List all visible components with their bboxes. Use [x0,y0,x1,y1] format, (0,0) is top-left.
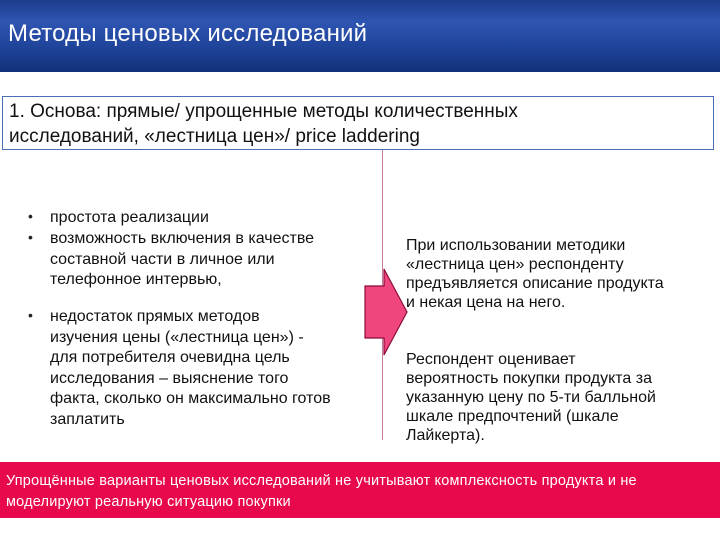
slide-title: Методы ценовых исследований [8,20,368,47]
description-line: Респондент оценивает [406,351,576,368]
feature-line: недостаток прямых методов [50,308,260,325]
bullet-dot: • [28,307,33,323]
description-line: указанную цену по 5-ти балльной [406,389,656,406]
description-line: предъявляется описание продукта [406,275,664,292]
feature-text [50,208,209,229]
description-line: При использовании методики [406,237,626,254]
conclusion-text [6,471,716,513]
feature-line: для потребителя очевидна цель [50,349,290,366]
conclusion-line: Упрощённые варианты ценовых исследований не учитывают комплексность продукта и не [6,473,637,489]
description-line: и некая цена на него. [406,294,566,311]
feature-line: факта, сколько он максимально готов [50,390,331,407]
feature-text [50,307,331,430]
right-arrow-icon [364,268,408,356]
feature-text [50,229,314,291]
respondent-description [406,350,656,445]
basis-line-1: 1. Основа: прямые/ упрощенные методы количественных [9,101,518,122]
feature-line: возможность включения в качестве [50,230,315,247]
conclusion-line: моделируют реальную ситуацию покупки [6,494,291,510]
description-line: «лестница цен» респонденту [406,256,624,273]
description-line: Лайкерта). [406,427,485,444]
basis-box [2,96,714,150]
basis-text [9,99,709,149]
feature-line: составной части в личное или [50,250,275,268]
feature-line: телефонное интервью, [50,271,222,288]
conclusion-banner [0,462,720,518]
feature-line: изучения цены («лестница цен») - [50,328,304,346]
basis-line-2: исследований, «лестница цен»/ price laddering [9,126,420,147]
description-line: шкале предпочтений (шкале [406,408,619,425]
bullet-dot: • [28,229,33,245]
feature-line: простота реализации [50,209,209,226]
bullet-dot: • [28,208,33,224]
description-line: вероятность покупки продукта за [406,370,652,387]
feature-line: исследования – выяснение того [50,369,289,387]
feature-line: заплатить [50,410,125,428]
method-description [406,236,664,312]
title-bar [0,0,720,72]
